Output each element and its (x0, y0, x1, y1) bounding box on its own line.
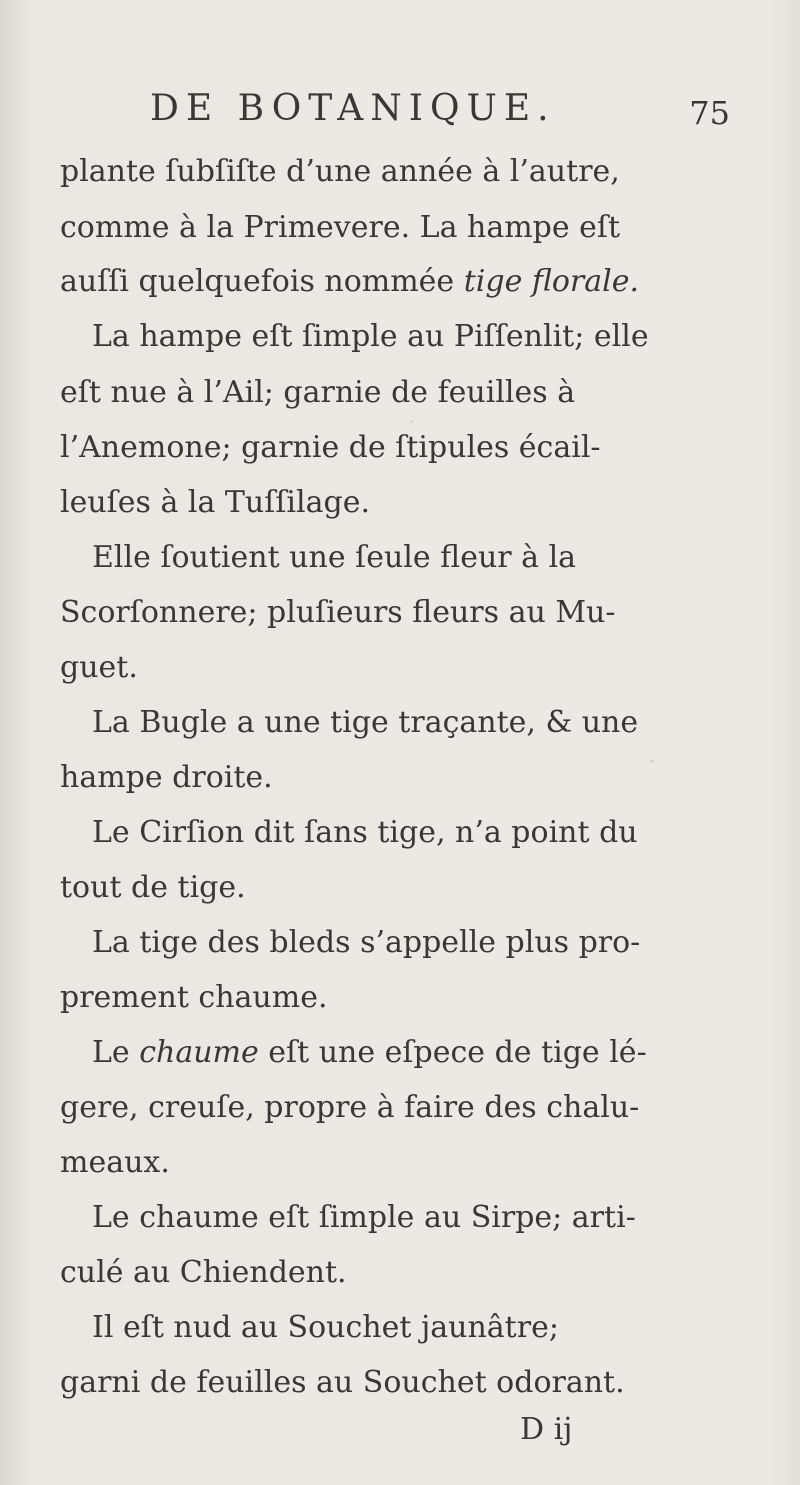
text-line: comme à la Primevere. La hampe eſt (60, 210, 621, 245)
text-line: La Bugle a une tige traçante, & une (92, 705, 639, 740)
page-header (150, 88, 730, 132)
text-line: garni de feuilles au Souchet odorant. (60, 1365, 625, 1400)
text-line: culé au Chiendent. (60, 1255, 347, 1290)
page-number: 75 (689, 94, 730, 132)
text-line: plante ſubſiſte d’une année à l’autre, (60, 154, 620, 189)
text-line: prement chaume. (60, 980, 328, 1015)
text-line: meaux. (60, 1145, 170, 1180)
signature-mark: D ij (520, 1412, 573, 1447)
text-line: Le chaume eſt une eſpece de tige lé- (92, 1035, 647, 1070)
text-line: eſt nue à l’Ail; garnie de feuilles à (60, 375, 576, 410)
text-line: l’Anemone; garnie de ſtipules écail- (60, 430, 601, 465)
text-line: Scorſonnere; pluſieurs fleurs au Mu- (60, 595, 616, 630)
text-line: La tige des bleds s’appelle plus pro- (92, 925, 641, 960)
running-head: DE BOTANIQUE. (150, 88, 556, 129)
text-line: hampe droite. (60, 760, 273, 795)
text-line: Le Cirſion dit ſans tige, n’a point du (92, 815, 638, 850)
text-line: auſſi quelquefois nommée tige florale. (60, 264, 640, 299)
text-line: leuſes à la Tuſſilage. (60, 485, 371, 520)
text-line: gere, creuſe, propre à faire des chalu- (60, 1090, 640, 1125)
text-line: tout de tige. (60, 870, 246, 905)
text-line: guet. (60, 650, 138, 685)
text-line: Le chaume eſt ſimple au Sirpe; arti- (92, 1200, 636, 1235)
text-line: Il eſt nud au Souchet jaunâtre; (92, 1310, 559, 1345)
paper-speck (410, 420, 413, 423)
text-line: La hampe eſt ſimple au Piſſenlit; elle (92, 319, 649, 354)
text-line: Elle ſoutient une ſeule fleur à la (92, 540, 577, 575)
